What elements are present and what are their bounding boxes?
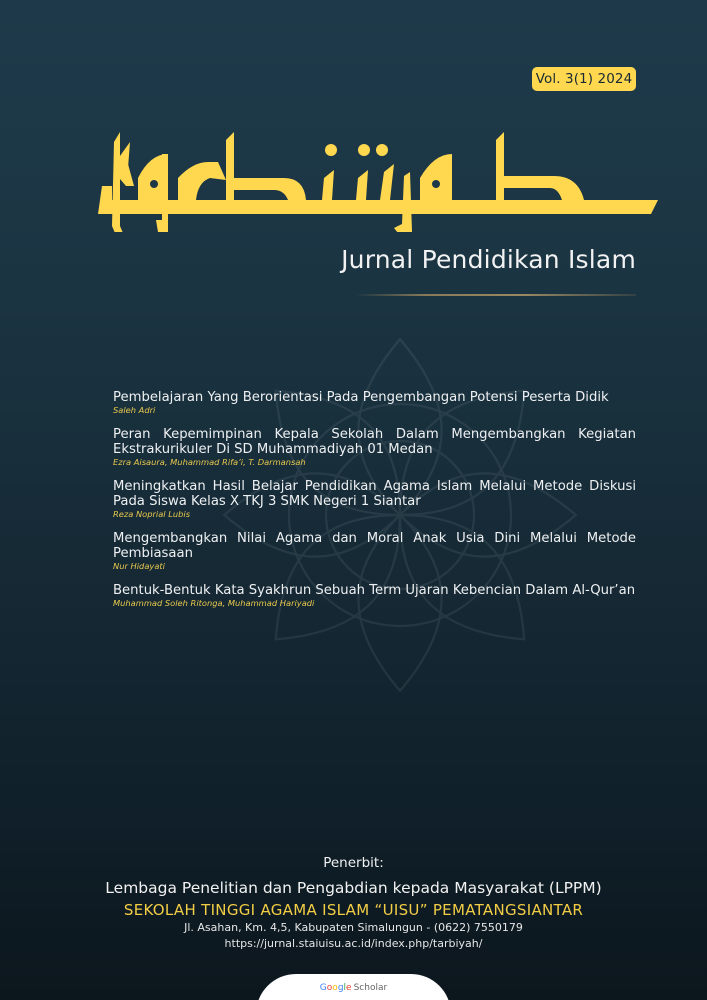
article-authors: Reza Noprial Lubis — [113, 509, 191, 519]
article-item[interactable] — [113, 479, 636, 520]
article-item[interactable] — [113, 390, 636, 416]
article-title: Peran Kepemimpinan Kepala Sekolah Dalam Mengembangkan Kegiatan Ekstrakurikuler Di SD Muhammadiyah 01 Medan — [113, 427, 636, 457]
article-authors: Saleh Adri — [113, 405, 156, 415]
article-authors: Ezra Aisaura, Muhammad Rifa’i, T. Darmansah — [113, 457, 306, 467]
publisher-label: Penerbit: — [323, 855, 384, 871]
table-of-contents — [113, 390, 636, 620]
publisher-organization: Lembaga Penelitian dan Pengabdian kepada Masyarakat (LPPM) — [105, 879, 602, 897]
publisher-block — [0, 854, 707, 952]
article-title: Bentuk-Bentuk Kata Syakhrun Sebuah Term Ujaran Kebencian Dalam Al-Qur’an — [113, 583, 636, 598]
article-authors: Nur Hidayati — [113, 561, 165, 571]
google-scholar-badge[interactable] — [256, 974, 451, 1000]
publisher-address: Jl. Asahan, Km. 4,5, Kabupaten Simalungun - (0622) 7550179 — [184, 921, 523, 934]
article-item[interactable] — [113, 531, 636, 572]
article-title: Mengembangkan Nilai Agama dan Moral Anak Usia Dini Melalui Metode Pembiasaan — [113, 531, 636, 561]
google-logo-icon: Google — [319, 983, 352, 993]
article-item[interactable] — [113, 427, 636, 468]
article-title: Meningkatkan Hasil Belajar Pendidikan Agama Islam Melalui Metode Diskusi Pada Siswa Kelas X TKJ 3 SMK Negeri 1 Siantar — [113, 479, 636, 509]
tarbiyah-logo-icon — [98, 128, 658, 232]
journal-subtitle: Jurnal Pendidikan Islam — [341, 245, 636, 274]
article-title: Pembelajaran Yang Berorientasi Pada Pengembangan Potensi Peserta Didik — [113, 390, 609, 405]
gold-divider — [356, 294, 636, 296]
publisher-institution: SEKOLAH TINGGI AGAMA ISLAM “UISU” PEMATANGSIANTAR — [123, 901, 584, 919]
journal-url-link[interactable]: https://jurnal.staiuisu.ac.id/index.php/tarbiyah/ — [224, 937, 483, 950]
volume-badge: Vol. 3(1) 2024 — [532, 67, 636, 91]
article-authors: Muhammad Soleh Ritonga, Muhammad Hariyadi — [113, 598, 315, 608]
article-item[interactable] — [113, 583, 636, 609]
scholar-label: Scholar — [353, 983, 388, 993]
